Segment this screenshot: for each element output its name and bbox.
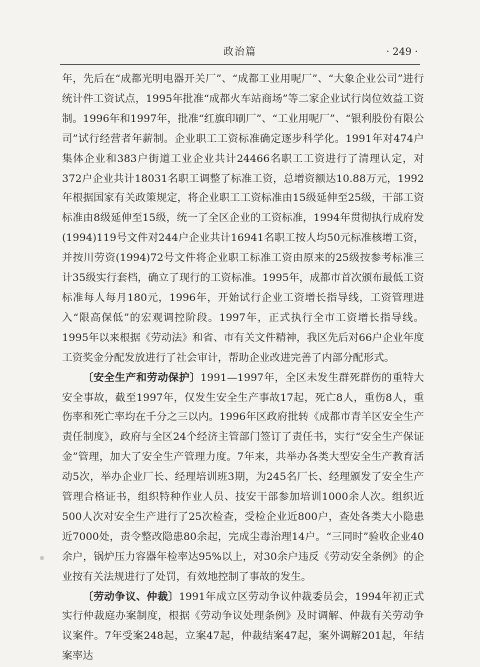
paragraph-arbitration	[62, 588, 424, 667]
section-heading-arbitration: 〔劳动争议、仲裁〕	[82, 590, 179, 603]
page-number: · 249 ·	[386, 47, 418, 58]
paragraph-text: 1991—1997年，全区未发生群死群伤的重特大安全事故，截至1997年，仅发生安全生产事故17起，死亡8人，重伤8人，重伤率和死亡率均在千分之三以内。1996年区政府批转《成都市青羊区安全生产责任制度》，政府与全区24个经济主管部门签订了责任书，实行“安全生产保证金”管理，加大了安全生产管理力度。7年来，共举办各类大型安全生产教育活动5次，举办企业厂长、经理培训班3期，为245名厂长、经理颁发了安全生产管理合格证书，组织特种作业人员、技安干部参加培训1000余人次。组织近500人次对安全生产进行了25次检查，受检企业近800户，查处各类大小隐患近7000处，责令整改隐患80余起，完成尘毒治理14户。“三同时”验收企业40余户，锅炉压力容器年检率达95%以上，对30余户违反《劳动安全条例》的企业按有关法规进行了处罚，有效地控制了事故的发生。	[62, 371, 425, 583]
paragraph-safety	[62, 369, 424, 588]
margin-speck	[40, 556, 44, 560]
paragraph-wage-reform	[62, 70, 424, 369]
header-rule	[60, 64, 420, 65]
paragraph-text: 1991年成立区劳动争议仲裁委员会，1994年初正式实行仲裁庭办案制度，根据《劳动争议处理条例》及时调解、仲裁有关劳动争议案件。7年受案248起，立案47起，仲裁结案47起，案外调解201起，年结案率达	[62, 590, 424, 663]
page-body	[62, 70, 424, 667]
chapter-title: 政治篇	[223, 47, 257, 58]
running-header	[60, 46, 420, 62]
paragraph-text: 年，先后在“成都光明电器开关厂”、“成都工业用呢厂”、“大象企业公司”进行统计件工资试点，1995年批准“成都火车站商场”等二家企业试行岗位效益工资制。1996年和1997年，批准“红旗印刷厂”、“工业用呢厂”、“银利股份有限公司”试行经营者年薪制。企业职工工资标准确定逐步科学化。1991年对474户集体企业和383户街道工业企业共计24466名职工工资进行了清理认定，对372户企业共计18031名职工调整了标准工资，总增资额达10.88万元，1992年根据国家有关政策规定，将企业职工工资标准由15级延伸至25级，干部工资标准由8级延伸至15级，统一了全区企业的工资标准，1994年贯彻执行成府发(1994)119号文件对244户企业共计16941名职工按人均50元标准核增工资，并按川劳资(1994)72号文件将企业职工标准工资由原来的25级按参考标准三计35级实行套档，确立了现行的工资标准。1995年，成都市首次颁布最低工资标准每人每月180元，1996年，开始试行企业工资增长指导线，工资管理进入“限高保低”的宏观调控阶段。1997年，正式执行全市工资增长指导线。1995年以来根据《劳动法》和省、市有关文件精神，我区先后对66户企业年度工资奖金分配发放进行了社会审计，帮助企业改进完善了内部分配形式。	[62, 73, 424, 364]
section-heading-safety: 〔安全生产和劳动保护〕	[82, 371, 201, 384]
